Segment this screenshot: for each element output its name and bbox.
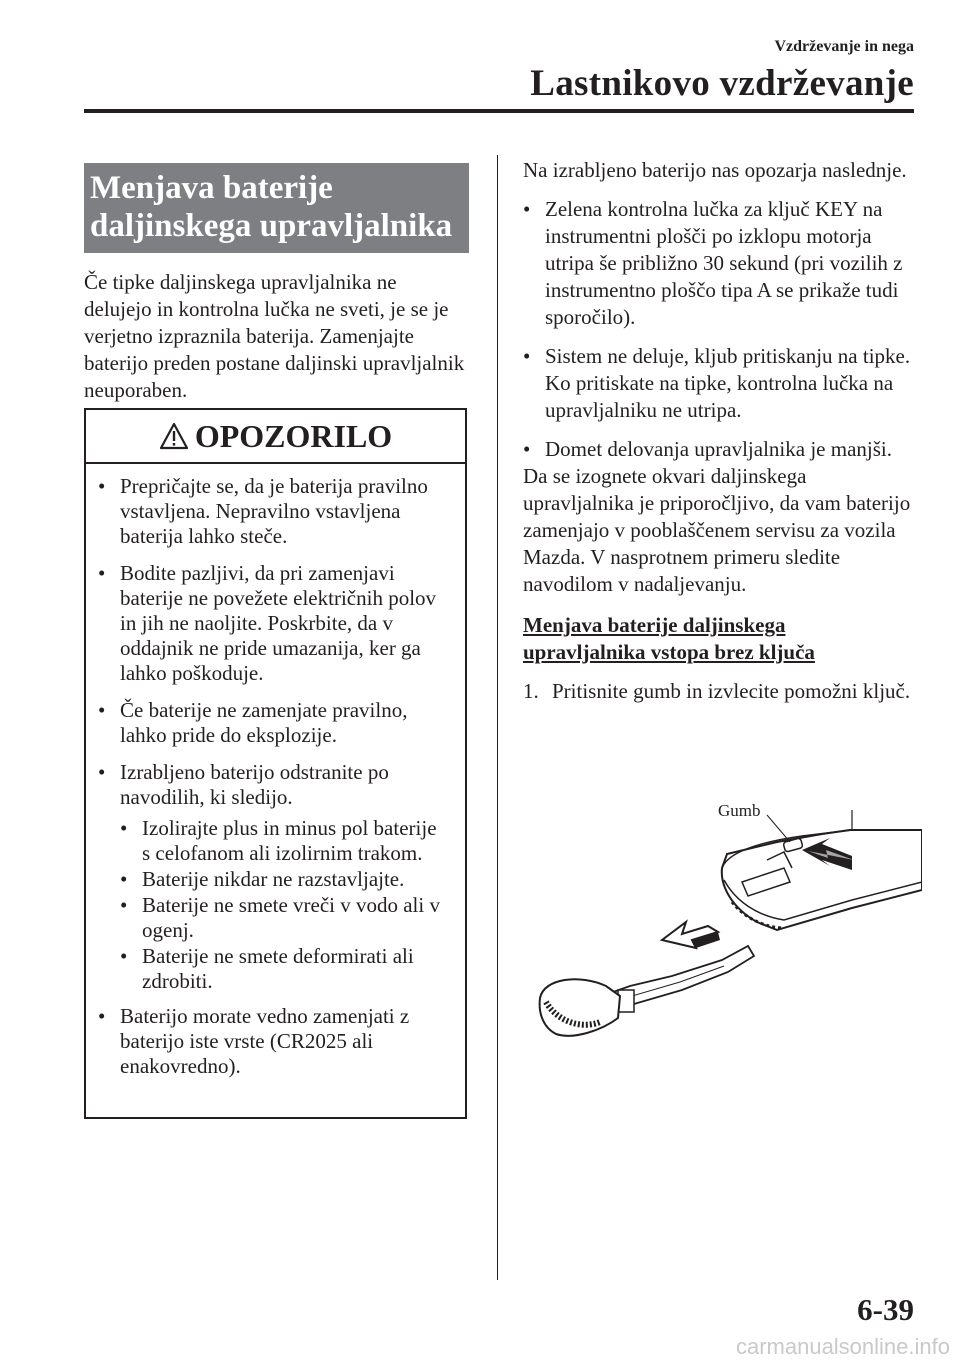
step-text: Pritisnite gumb in izvlecite pomožni ključ. [552,679,911,703]
warning-bullet-text: Bodite pazljivi, da pri zamenjavi baterije ne povežete električnih polov in jih ne naoljite. Poskrbite, da v oddajnik ne pride umazanija, ker ga lahko poškoduje. [120,561,437,685]
sub-bullet-dot-icon: • [120,816,128,840]
symptom-bullet-text: Domet delovanja upravljalnika je manjši. [545,437,892,461]
running-header-chapter: Lastnikovo vzdrževanje [530,63,914,104]
running-header-section: Vzdrževanje in nega [774,38,914,55]
symptom-bullet [523,196,918,331]
warning-bullet [98,561,449,686]
warning-bullet-text: Če baterije ne zamenjate pravilno, lahko pride do eksplozije. [120,698,408,747]
procedure-step [523,678,918,705]
warning-triangle-icon [159,422,189,450]
header-rule [84,109,914,113]
page-number: 6-39 [857,1292,914,1327]
warning-bullet [98,1004,449,1079]
bullet-dot-icon: • [98,474,106,498]
bullet-dot-icon: • [523,197,531,221]
warning-title: OPOZORILO [194,417,393,454]
pull-arrow-icon [662,922,720,948]
bullet-dot-icon: • [523,437,531,461]
intro-paragraph: Če tipke daljinskega upravljalnika ne delujejo in kontrolna lučka ne sveti, je se je verjetno izpraznila baterija. Zamenjajte baterijo preden postane daljinski upravljalnik neuporaben. [84,270,465,402]
bullet-dot-icon: • [98,1004,106,1028]
bullet-dot-icon: • [98,760,106,784]
warning-sub-bullet [120,944,449,994]
sub-bullet-dot-icon: • [120,944,128,968]
key-fob-illustration [522,790,922,1050]
column-divider [497,155,498,1280]
warning-body [86,464,465,1079]
right-column [523,157,918,705]
warning-sub-bullet [120,867,449,892]
symptom-bullet-text: Zelena kontrolna lučka za ključ KEY na instrumentni plošči po izklopu motorja utripa še približno 30 sekund (pri vozilih z instrumentno ploščo tipa A se prikaže tudi sporočilo). [545,197,903,329]
figure-label-gumb: Gumb [718,801,761,820]
warning-sub-bullet-text: Baterije nikdar ne razstavljajte. [142,867,405,891]
procedure-subheading-line-2: upravljalnika vstopa brez ključa [523,640,815,664]
left-column [84,163,469,404]
section-title-line-2: daljinskega upravljalnika [90,208,453,244]
sub-bullet-dot-icon: • [120,867,128,891]
bullet-dot-icon: • [523,344,531,368]
warning-sub-bullet-text: Baterije ne smete deformirati ali zdrobiti. [142,944,414,993]
sub-bullet-dot-icon: • [120,893,128,917]
warning-sub-bullet-text: Izolirajte plus in minus pol baterije s celofanom ali izolirnim trakom. [142,816,437,865]
warning-box [84,408,467,1119]
warning-sub-bullet [120,893,449,943]
step-number: 1. [523,679,539,703]
section-title [84,163,469,253]
warning-bullet-text: Baterijo morate vedno zamenjati z baterijo iste vrste (CR2025 ali enakovredno). [120,1004,410,1078]
warning-sub-bullet [120,816,449,866]
symptom-bullet-text: Sistem ne deluje, kljub pritiskanju na tipke. Ko pritiskate na tipke, kontrolna lučka na upravljalniku ne utripa. [545,344,911,422]
bullet-dot-icon: • [98,561,106,585]
section-title-line-1: Menjava baterije [90,170,333,206]
warning-sub-bullet-text: Baterije ne smete vreči v vodo ali v ogenj. [142,893,440,942]
watermark: carmanualsonline.info [735,1334,950,1359]
warning-header [86,410,465,464]
bullet-dot-icon: • [98,698,106,722]
procedure-subheading [523,612,918,666]
warning-sub-list [98,816,449,994]
warning-bullet-text: Prepričajte se, da je baterija pravilno vstavljena. Nepravilno vstavljena baterija lahko steče. [120,474,428,548]
symptom-bullet [523,436,918,463]
warning-bullet [98,760,449,810]
warning-bullet [98,698,449,748]
symptom-bullet [523,343,918,424]
warning-bullet [98,474,449,549]
procedure-subheading-line-1: Menjava baterije daljinskega [523,613,786,637]
warning-bullet-text: Izrabljeno baterijo odstranite po navodilih, ki sledijo. [120,760,389,809]
right-intro: Na izrabljeno baterijo nas opozarja naslednje. [523,158,907,182]
service-paragraph: Da se izognete okvari daljinskega upravljalnika je priporočljivo, da vam baterijo zamenjajo v pooblaščenem servisu za vozila Mazda. V nasprotnem primeru sledite navodilom v nadaljevanju. [523,464,911,596]
